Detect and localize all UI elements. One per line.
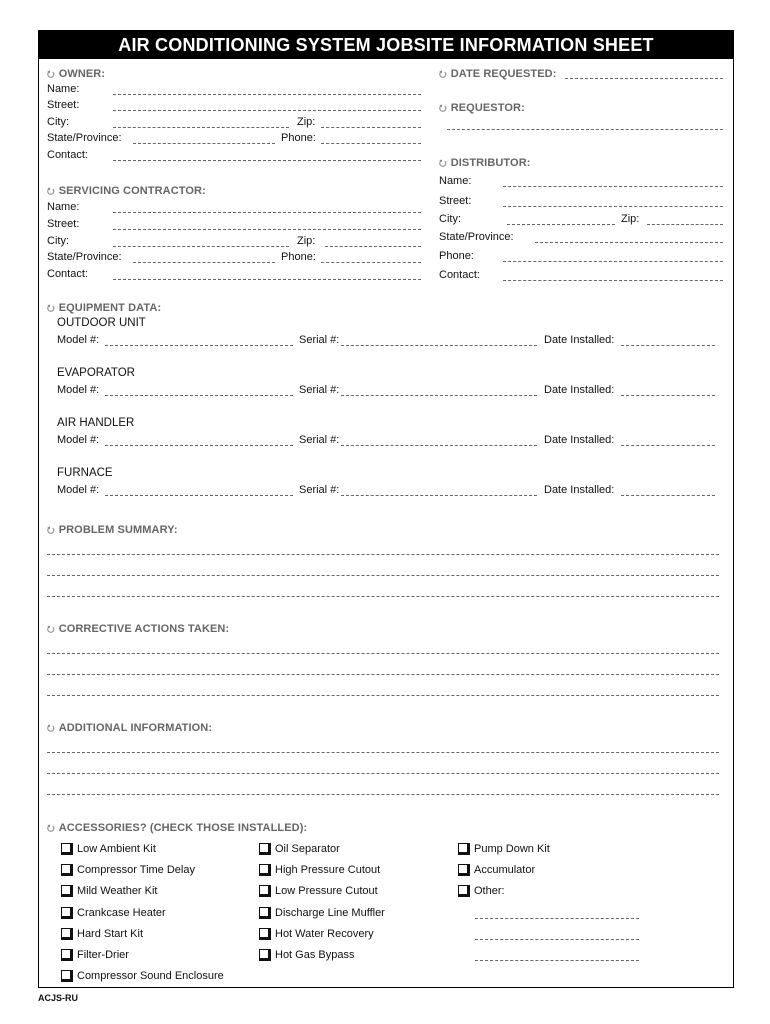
- distributor-street-label: Street:: [439, 195, 472, 207]
- accessories-heading: ⭮ ACCESSORIES? (CHECK THOSE INSTALLED):: [47, 821, 307, 837]
- contractor-street-label: Street:: [47, 218, 80, 230]
- arrow-icon: ⭮: [47, 723, 55, 733]
- distributor-zip-field[interactable]: [647, 224, 723, 225]
- equipment-date-label: Date Installed:: [544, 334, 615, 346]
- distributor-phone-field[interactable]: [503, 261, 723, 262]
- contractor-zip-label: Zip:: [297, 235, 316, 247]
- contractor-zip-field[interactable]: [325, 246, 421, 247]
- corrective-line[interactable]: [47, 674, 719, 675]
- equipment-date-label: Date Installed:: [544, 484, 615, 496]
- equipment-unit-name: FURNACE: [57, 467, 113, 479]
- contractor-name-field[interactable]: [113, 212, 421, 213]
- checkbox-icon: [259, 843, 269, 853]
- checkbox-icon: [61, 885, 71, 895]
- accessory-checkbox[interactable]: Low Pressure Cutout: [259, 885, 378, 897]
- jobsite-information-sheet: [38, 30, 734, 988]
- additional-line[interactable]: [47, 794, 719, 795]
- contractor-heading: ⭮ SERVICING CONTRACTOR:: [47, 184, 206, 200]
- accessory-checkbox[interactable]: Hot Gas Bypass: [259, 949, 354, 961]
- accessory-checkbox[interactable]: High Pressure Cutout: [259, 864, 380, 876]
- checkbox-icon: [259, 907, 269, 917]
- equipment-serial-field[interactable]: [341, 445, 537, 446]
- checkbox-icon: [61, 864, 71, 874]
- owner-name-field[interactable]: [113, 94, 421, 95]
- checkbox-icon: [458, 864, 468, 874]
- accessory-checkbox[interactable]: Other:: [458, 885, 505, 897]
- contractor-city-field[interactable]: [113, 246, 289, 247]
- owner-zip-field[interactable]: [321, 127, 421, 128]
- accessory-checkbox[interactable]: Oil Separator: [259, 843, 340, 855]
- other-accessory-field[interactable]: [475, 960, 639, 961]
- equipment-date-label: Date Installed:: [544, 384, 615, 396]
- corrective-line[interactable]: [47, 653, 719, 654]
- owner-street-field[interactable]: [113, 110, 421, 111]
- distributor-city-label: City:: [439, 213, 461, 225]
- sheet-title: AIR CONDITIONING SYSTEM JOBSITE INFORMATION SHEET: [39, 31, 733, 59]
- equipment-model-field[interactable]: [105, 495, 293, 496]
- checkbox-icon: [259, 928, 269, 938]
- distributor-state-field[interactable]: [535, 242, 723, 243]
- problem-line[interactable]: [47, 575, 719, 576]
- equipment-date-field[interactable]: [621, 445, 715, 446]
- equipment-model-label: Model #:: [57, 434, 100, 446]
- accessory-checkbox[interactable]: Hot Water Recovery: [259, 928, 374, 940]
- equipment-serial-label: Serial #:: [299, 334, 340, 346]
- arrow-icon: ⭮: [439, 158, 447, 168]
- arrow-icon: ⭮: [47, 823, 55, 833]
- equipment-model-field[interactable]: [105, 395, 293, 396]
- contractor-phone-field[interactable]: [321, 262, 421, 263]
- distributor-heading: ⭮ DISTRIBUTOR:: [439, 156, 531, 172]
- additional-line[interactable]: [47, 752, 719, 753]
- owner-street-label: Street:: [47, 99, 80, 111]
- accessory-checkbox[interactable]: Hard Start Kit: [61, 928, 143, 940]
- owner-phone-field[interactable]: [321, 143, 421, 144]
- arrow-icon: ⭮: [47, 303, 55, 313]
- accessory-checkbox[interactable]: Compressor Sound Enclosure: [61, 970, 224, 982]
- equipment-model-label: Model #:: [57, 384, 100, 396]
- distributor-street-field[interactable]: [503, 206, 723, 207]
- accessory-checkbox[interactable]: Discharge Line Muffler: [259, 907, 385, 919]
- contractor-street-field[interactable]: [113, 229, 421, 230]
- equipment-model-label: Model #:: [57, 484, 100, 496]
- problem-line[interactable]: [47, 554, 719, 555]
- contractor-state-field[interactable]: [133, 262, 275, 263]
- equipment-unit-name: OUTDOOR UNIT: [57, 317, 146, 329]
- equipment-serial-label: Serial #:: [299, 384, 340, 396]
- accessory-checkbox[interactable]: Accumulator: [458, 864, 535, 876]
- owner-heading: ⭮ OWNER:: [47, 67, 105, 83]
- owner-city-label: City:: [47, 116, 69, 128]
- form-code: ACJS-RU: [38, 993, 79, 1003]
- equipment-date-label: Date Installed:: [544, 434, 615, 446]
- equipment-model-label: Model #:: [57, 334, 100, 346]
- owner-phone-label: Phone:: [281, 132, 316, 144]
- contractor-city-label: City:: [47, 235, 69, 247]
- equipment-model-field[interactable]: [105, 345, 293, 346]
- accessory-checkbox[interactable]: Pump Down Kit: [458, 843, 550, 855]
- arrow-icon: ⭮: [47, 525, 55, 535]
- accessory-checkbox[interactable]: Mild Weather Kit: [61, 885, 158, 897]
- distributor-name-label: Name:: [439, 175, 472, 187]
- arrow-icon: ⭮: [47, 186, 55, 196]
- distributor-state-label: State/Province:: [439, 231, 514, 243]
- owner-city-field[interactable]: [113, 127, 289, 128]
- checkbox-icon: [61, 907, 71, 917]
- arrow-icon: ⭮: [47, 624, 55, 634]
- contractor-contact-label: Contact:: [47, 268, 88, 280]
- equipment-serial-field[interactable]: [341, 495, 537, 496]
- equipment-serial-field[interactable]: [341, 345, 537, 346]
- requestor-heading: ⭮ REQUESTOR:: [439, 101, 525, 117]
- distributor-contact-field[interactable]: [503, 280, 723, 281]
- contractor-phone-label: Phone:: [281, 251, 316, 263]
- checkbox-icon: [61, 928, 71, 938]
- checkbox-icon: [61, 949, 71, 959]
- other-accessory-field[interactable]: [475, 918, 639, 919]
- equipment-serial-label: Serial #:: [299, 484, 340, 496]
- other-accessory-field[interactable]: [475, 939, 639, 940]
- accessory-checkbox[interactable]: Crankcase Heater: [61, 907, 166, 919]
- equipment-model-field[interactable]: [105, 445, 293, 446]
- equipment-date-field[interactable]: [621, 345, 715, 346]
- additional-line[interactable]: [47, 773, 719, 774]
- owner-state-label: State/Province:: [47, 132, 122, 144]
- equipment-date-field[interactable]: [621, 495, 715, 496]
- contractor-contact-field[interactable]: [113, 279, 421, 280]
- equipment-date-field[interactable]: [621, 395, 715, 396]
- corrective-heading: ⭮ CORRECTIVE ACTIONS TAKEN:: [47, 622, 229, 638]
- corrective-line[interactable]: [47, 695, 719, 696]
- date-requested-heading: ⭮ DATE REQUESTED:: [439, 67, 557, 83]
- checkbox-icon: [458, 843, 468, 853]
- distributor-name-field[interactable]: [503, 186, 723, 187]
- owner-state-field[interactable]: [133, 143, 275, 144]
- checkbox-icon: [259, 949, 269, 959]
- distributor-city-field[interactable]: [507, 224, 615, 225]
- equipment-heading: ⭮ EQUIPMENT DATA:: [47, 301, 161, 317]
- distributor-phone-label: Phone:: [439, 250, 474, 262]
- checkbox-icon: [61, 843, 71, 853]
- checkbox-icon: [259, 885, 269, 895]
- additional-heading: ⭮ ADDITIONAL INFORMATION:: [47, 721, 212, 737]
- equipment-serial-label: Serial #:: [299, 434, 340, 446]
- arrow-icon: ⭮: [439, 69, 447, 79]
- owner-zip-label: Zip:: [297, 116, 316, 128]
- problem-heading: ⭮ PROBLEM SUMMARY:: [47, 523, 178, 539]
- checkbox-icon: [259, 864, 269, 874]
- arrow-icon: ⭮: [439, 103, 447, 113]
- equipment-unit-name: AIR HANDLER: [57, 417, 135, 429]
- problem-line[interactable]: [47, 596, 719, 597]
- owner-contact-label: Contact:: [47, 149, 88, 161]
- equipment-unit-name: EVAPORATOR: [57, 367, 135, 379]
- arrow-icon: ⭮: [47, 69, 55, 79]
- contractor-state-label: State/Province:: [47, 251, 122, 263]
- contractor-name-label: Name:: [47, 201, 80, 213]
- distributor-contact-label: Contact:: [439, 269, 480, 281]
- equipment-serial-field[interactable]: [341, 395, 537, 396]
- owner-contact-field[interactable]: [113, 160, 421, 161]
- requestor-field[interactable]: [447, 129, 723, 130]
- date-requested-field[interactable]: [565, 78, 723, 79]
- checkbox-icon: [61, 970, 71, 980]
- accessory-checkbox[interactable]: Low Ambient Kit: [61, 843, 156, 855]
- accessory-checkbox[interactable]: Compressor Time Delay: [61, 864, 195, 876]
- checkbox-icon: [458, 885, 468, 895]
- accessory-checkbox[interactable]: Filter-Drier: [61, 949, 129, 961]
- distributor-zip-label: Zip:: [621, 213, 640, 225]
- owner-name-label: Name:: [47, 83, 80, 95]
